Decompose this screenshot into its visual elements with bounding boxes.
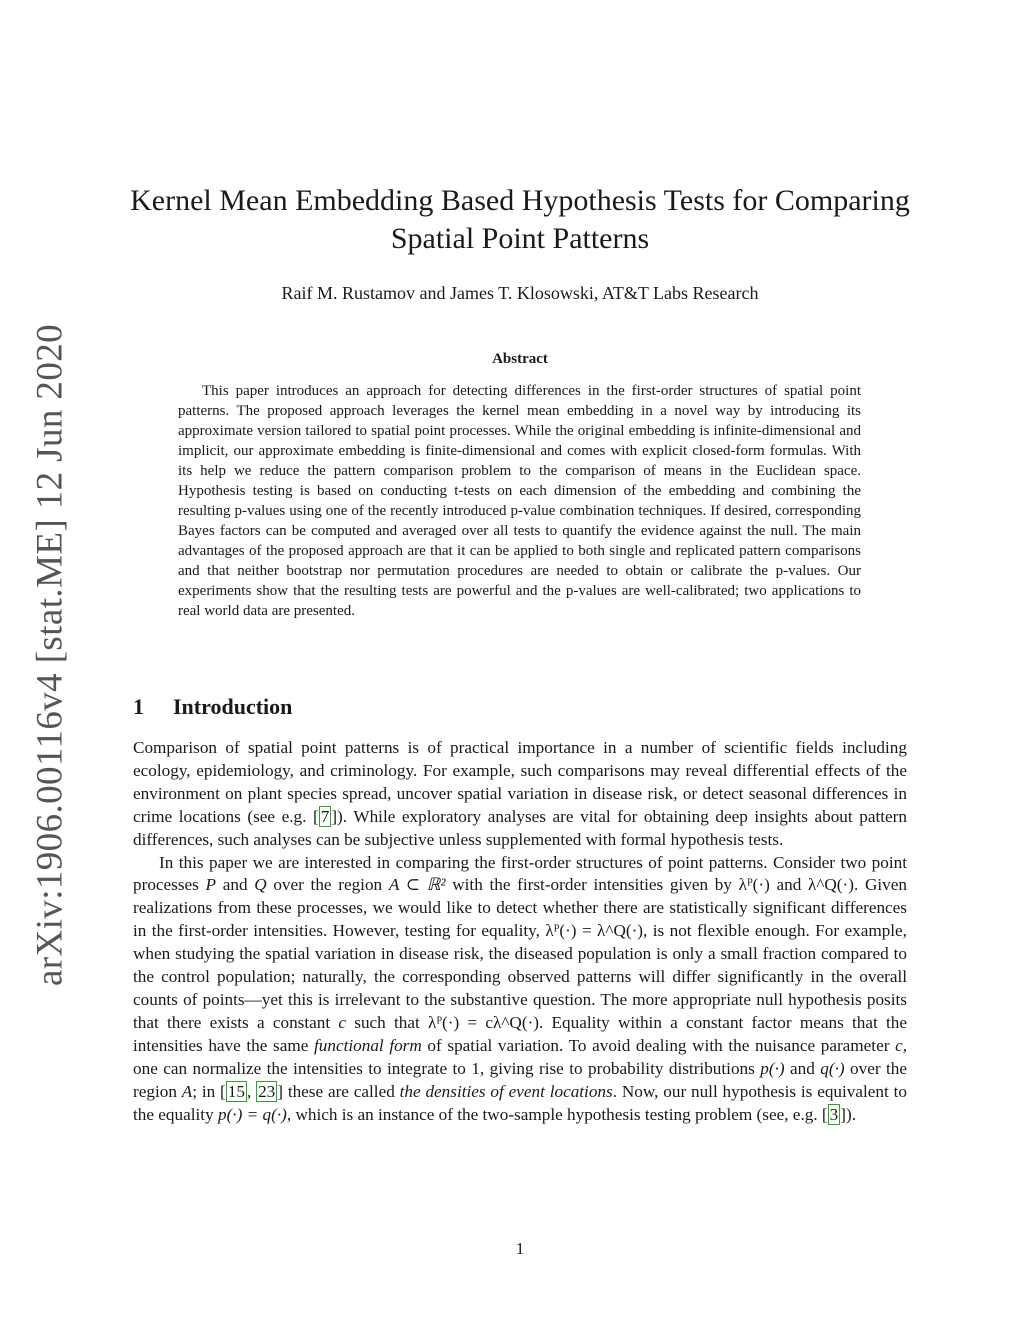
intro-paragraph-2 — [133, 852, 907, 1127]
math-symbol: A — [181, 1081, 193, 1101]
citation-link[interactable]: 15 — [227, 1081, 245, 1101]
citation-link[interactable]: 7 — [320, 806, 330, 826]
emphasis-text: functional form — [313, 1035, 422, 1055]
abstract-heading: Abstract — [492, 351, 548, 367]
citation-link[interactable]: 23 — [258, 1081, 276, 1101]
abstract-text: This paper introduces an approach for detecting differences in the first-order structures of spatial point patterns. The proposed approach leverages the kernel mean embedding in a novel way by introducing its approximate version tailored to spatial point processes. While the original embedding is infinite-dimensional and implicit, our approximate embedding is finite-dimensional and comes with explicit closed-form formulas. With its help we reduce the pattern comparison problem to the comparison of means in the Euclidean space. Hypothesis testing is based on conducting t-tests on each dimension of the embedding and combining the resulting p-values using one of the recently introduced p-value combination techniques. If desired, corresponding Bayes factors can be computed and averaged over all tests to quantify the evidence against the null. The main advantages of the proposed approach are that it can be applied to both single and replicated pattern comparisons and that neither bootstrap nor permutation procedures are needed to obtain or calibrate the p-values. Our experiments show that the resulting tests are powerful and the p-values are well-calibrated; two applications to real world data are presented. — [178, 383, 861, 619]
math-expression: A ⊂ ℝ² — [388, 875, 446, 895]
introduction-body — [133, 737, 907, 1126]
math-symbol: Q — [254, 875, 267, 895]
section-heading — [133, 694, 292, 720]
intro-text: and — [216, 875, 255, 895]
intro-text: . Now, our null hypothesis is equivalent to the equality — [133, 1081, 907, 1124]
arxiv-identifier: arXiv:1906.00116v4 [stat.ME] 12 Jun 2020 — [29, 323, 71, 987]
math-expression: λᴾ(·) = λ^Q(·) — [545, 921, 644, 941]
intro-text: ] these are called — [277, 1081, 400, 1101]
intro-text: with the first-order intensities given by — [445, 875, 739, 895]
intro-text: such that — [346, 1012, 429, 1032]
intro-text: Comparison of spatial point patterns is of practical importance in a number of scientific fields including ecology, epidemiology, and criminology. For example, such comparisons may reveal differential effects of the environment on plant species spread, uncover spatial variation in disease risk, or detect seasonal differences in crime locations (see e.g. [ — [133, 738, 907, 826]
math-symbol: c — [338, 1012, 347, 1032]
intro-text: and — [784, 1058, 821, 1078]
intro-text: over the region — [266, 875, 389, 895]
math-expression: λᴾ(·) = cλ^Q(·) — [428, 1012, 539, 1032]
math-symbol: c — [895, 1035, 903, 1055]
intro-text: , one can normalize the intensities to integrate to 1, giving rise to probability distributions — [133, 1035, 907, 1078]
intro-text: ; in [ — [192, 1081, 226, 1101]
intro-text: over the region — [133, 1058, 907, 1101]
author-line: Raif M. Rustamov and James T. Klosowski, AT&T Labs Research — [281, 283, 759, 303]
intro-text: and — [769, 875, 808, 895]
paper-title-line-1: Kernel Mean Embedding Based Hypothesis Tests for Comparing — [130, 184, 910, 217]
intro-text: of spatial variation. To avoid dealing with the nuisance parameter — [421, 1035, 896, 1055]
paper-title — [0, 182, 1024, 258]
intro-paragraph-1 — [133, 737, 907, 852]
emphasis-text: the densities of event locations — [399, 1081, 613, 1101]
intro-text: , is not flexible enough. For example, when studying the spatial variation in disease risk, the diseased population is only a small fraction compared to the control population; naturally, the corresponding observed patterns will differ significantly in the overall counts of points—yet this is irrelevant to the substantive question. The more appropriate null hypothesis posits that there exists a constant — [133, 921, 907, 1032]
paper-title-line-2: Spatial Point Patterns — [390, 222, 650, 255]
intro-text: . Given realizations from these processes, we would like to detect whether there are statistically significant differences in the first-order intensities. However, testing for equality, — [133, 875, 907, 941]
math-expression: λ^Q(·) — [808, 875, 854, 895]
citation-link[interactable]: 3 — [829, 1104, 839, 1124]
intro-text: , — [246, 1081, 257, 1101]
section-title: Introduction — [173, 694, 293, 719]
math-expression: p(·) — [760, 1058, 785, 1078]
intro-text: . Equality within a constant factor means that the intensities have the same — [133, 1012, 908, 1055]
intro-text: , which is an instance of the two-sample hypothesis testing problem (see, e.g. [ — [286, 1104, 828, 1124]
section-number: 1 — [133, 694, 144, 719]
page-number: 1 — [515, 1239, 525, 1258]
math-expression: q(·) — [820, 1058, 845, 1078]
math-expression: λᴾ(·) — [738, 875, 770, 895]
intro-text: ]). — [840, 1104, 856, 1124]
intro-text: ]). While exploratory analyses are vital for obtaining deep insights about pattern differences, such analyses can be subjective unless supplemented with formal hypothesis tests. — [133, 806, 907, 849]
math-symbol: P — [205, 875, 217, 895]
intro-text: In this paper we are interested in comparing the first-order structures of point patterns. Consider two point processes — [133, 852, 907, 895]
math-expression: p(·) = q(·) — [217, 1104, 287, 1124]
